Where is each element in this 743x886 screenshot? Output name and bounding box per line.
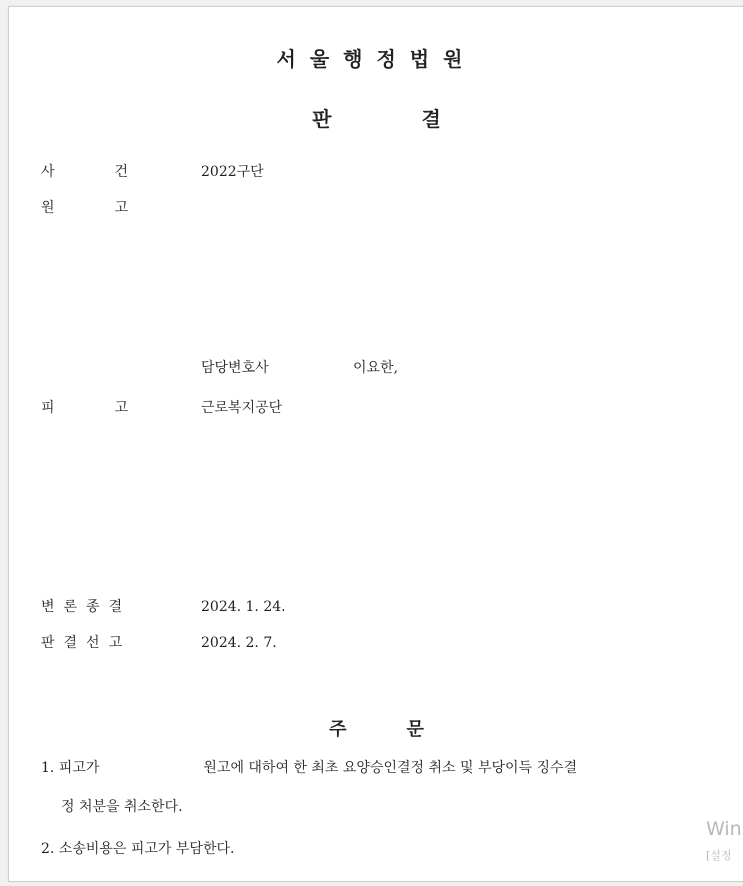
judgment-date-label: 판결선고	[41, 635, 132, 651]
order-item-1-prefix: 1. 피고가	[41, 760, 100, 776]
judgment-date-value: 2024. 2. 7.	[201, 635, 277, 651]
order-item-1	[41, 757, 577, 779]
activation-watermark-sub: [설정	[706, 849, 732, 862]
document-title: 판결	[312, 107, 531, 131]
order-item-2: 2. 소송비용은 피고가 부담한다.	[41, 841, 235, 857]
defendant-label: 피고	[41, 400, 189, 416]
case-number: 2022구단	[201, 164, 264, 180]
case-label: 사건	[41, 164, 189, 180]
order-item-1-text: 원고에 대하여 한 최초 요양승인결정 취소 및 부당이득 징수결	[203, 760, 578, 776]
activation-watermark: Win	[706, 818, 742, 840]
section-title-order: 주문	[329, 719, 484, 740]
plaintiff-label: 원고	[41, 200, 189, 216]
closing-date-value: 2024. 1. 24.	[201, 599, 286, 615]
lawyer-title: 담당변호사	[201, 360, 269, 376]
closing-date-label: 변론종결	[41, 599, 132, 615]
order-item-1-continued: 정 처분을 취소한다.	[61, 799, 183, 815]
lawyer-name: 이요한,	[353, 360, 399, 376]
document-page	[8, 6, 743, 882]
defendant-value: 근로복지공단	[201, 400, 283, 416]
court-name: 서울행정법원	[276, 47, 477, 71]
